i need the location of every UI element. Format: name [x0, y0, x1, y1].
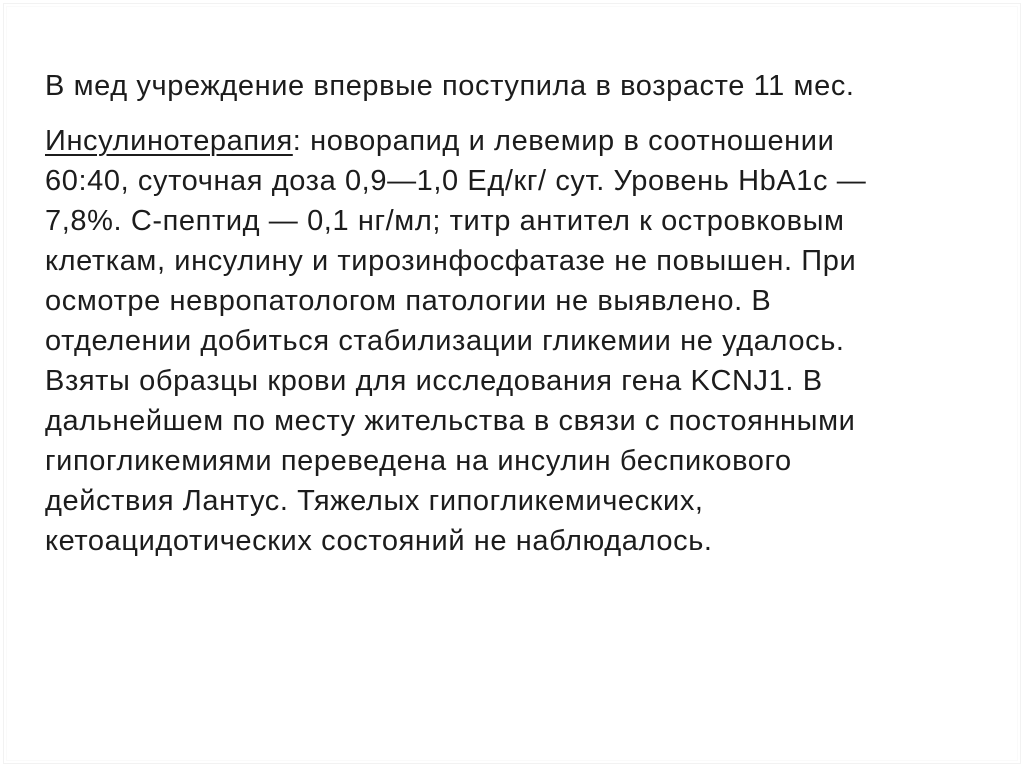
text-line: Взяты образцы крови для исследования гена KCNJ1. В	[45, 365, 823, 397]
text-line: 60:40, суточная доза 0,9—1,0 Ед/кг/ сут. Уровень HbA1c —	[45, 165, 867, 197]
paragraph-admission: В мед учреждение впервые поступила в возрасте 11 мес.	[45, 70, 855, 102]
text-line: клеткам, инсулину и тирозинфосфатазе не повышен. При	[45, 245, 857, 277]
text-line: дальнейшем по месту жительства в связи с постоянными	[45, 405, 856, 437]
text-line: 7,8%. С-пептид — 0,1 нг/мл; титр антител к островковым	[45, 205, 845, 237]
text-line: действия Лантус. Тяжелых гипогликемических,	[45, 485, 704, 517]
text-line: Инсулинотерапия: новорапид и левемир в соотношении	[45, 125, 835, 157]
text-line: гипогликемиями переведена на инсулин беспикового	[45, 445, 792, 477]
slide-text-block	[45, 66, 996, 561]
text-line: отделении добиться стабилизации гликемии не удалось.	[45, 325, 845, 357]
text-line: осмотре невропатологом патологии не выявлено. В	[45, 285, 772, 317]
underlined-term: Инсулинотерапия	[45, 125, 293, 157]
text-line: кетоацидотических состояний не наблюдалось.	[45, 525, 713, 557]
paragraph-insulin-therapy	[45, 121, 996, 561]
